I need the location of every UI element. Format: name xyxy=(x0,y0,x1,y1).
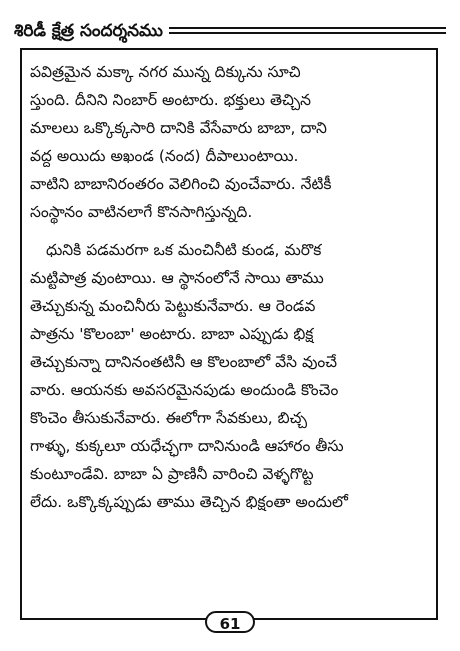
text-line: లేదు. ఒక్కొక్కప్పుడు తాము తెచ్చిన భిక్షంతా అందులో xyxy=(30,493,348,511)
paragraph xyxy=(30,58,430,226)
paragraph-gap xyxy=(30,226,430,236)
text-line: మాలలు ఒక్కొక్కసారి దానికి వేసేవారు బాబా, దాని xyxy=(30,119,327,137)
running-header xyxy=(14,18,446,44)
header-title: శిరిడీ క్షేత్ర సందర్శనము xyxy=(14,18,169,44)
text-line: గాళ్ళు, కుక్కలూ యధేచ్ఛగా దానినుండి ఆహారం తీసు xyxy=(30,437,344,455)
text-line: పాత్రను 'కొలంబా' అంటారు. బాబా ఎప్పుడు భిక్ష xyxy=(30,325,314,343)
text-line: స్తుంది. దీనిని నింబార్ అంటారు. భక్తులు తెచ్చిన xyxy=(30,91,312,109)
page-content xyxy=(30,58,430,516)
text-line: కుంటూండేవి. బాబా ఏ ప్రాణినీ వారించి వెళ్ళగొట్ట xyxy=(30,465,314,483)
paragraph xyxy=(30,236,430,516)
text-line: సంస్థానం వాటినలాగే కొనసాగిస్తున్నది. xyxy=(30,203,253,221)
text-line: వద్ద అయిదు అఖండ (నంద) దీపాలుంటాయి. xyxy=(30,147,299,165)
text-line: ధునికి పడమరగా ఒక మంచినీటి కుండ, మరొక xyxy=(46,241,322,259)
page-number: 61 xyxy=(205,611,255,633)
text-line: మట్టిపాత్ర వుంటాయి. ఆ స్థానంలోనే సాయి తాము xyxy=(30,269,324,287)
text-line: పవిత్రమైన మక్కా నగర మున్న దిక్కును సూచి xyxy=(30,63,301,81)
text-line: వారు. ఆయనకు అవసరమైనపుడు అందుండి కొంచెం xyxy=(30,381,339,399)
text-line: వాటిని బాబానిరంతరం వెలిగించి వుంచేవారు. నేటికీ xyxy=(30,175,332,193)
text-line: తెచ్చుకున్నా దానినంతటినీ ఆ కొలంబాలో వేసి వుంచే xyxy=(30,353,338,371)
text-line: కొంచెం తీసుకునేవారు. ఈలోగా సేవకులు, బిచ్చ xyxy=(30,409,308,427)
text-line: తెచ్చుకున్న మంచినీరు పెట్టుకునేవారు. ఆ రెండవ xyxy=(30,297,316,315)
